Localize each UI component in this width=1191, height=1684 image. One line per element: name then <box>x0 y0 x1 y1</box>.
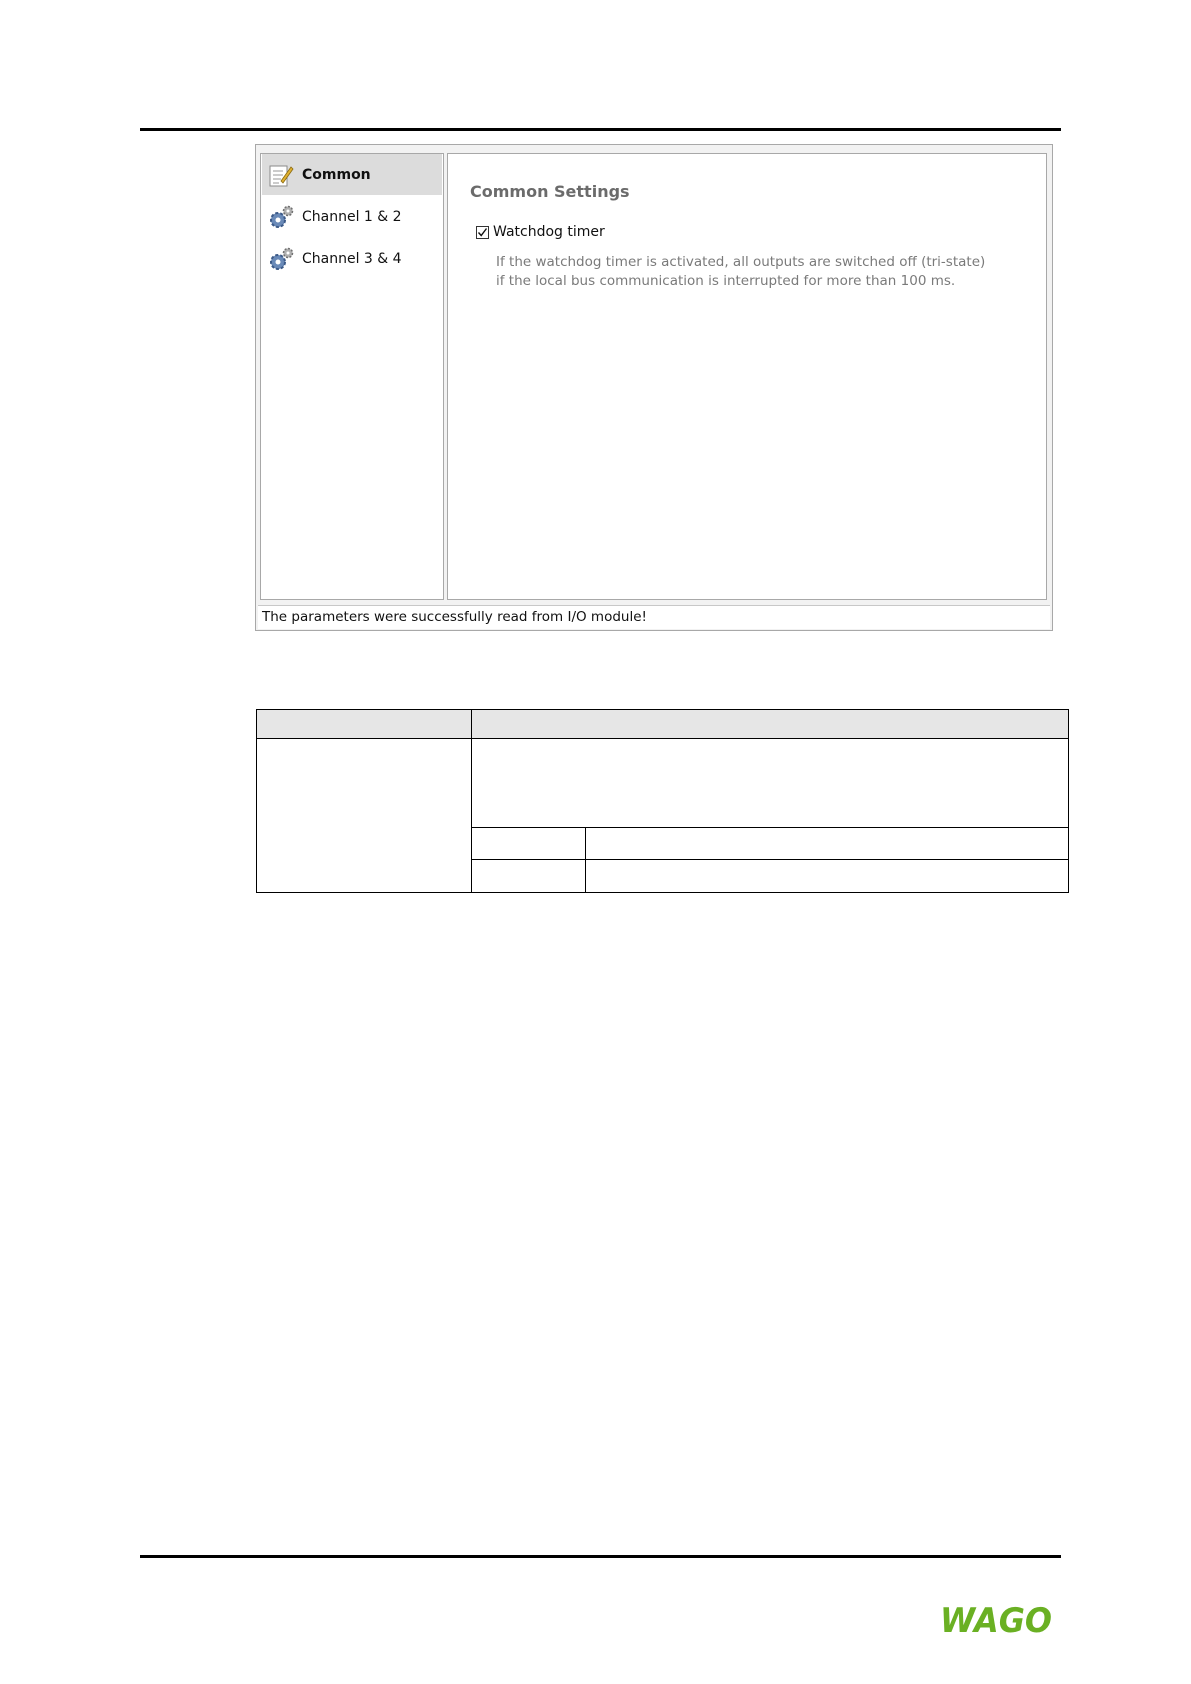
watchdog-description-line: if the local bus communication is interrupted for more than 100 ms. <box>496 273 956 289</box>
table-cell <box>471 738 1069 828</box>
sidebar-item-common[interactable] <box>262 154 442 195</box>
settings-panel <box>447 153 1047 600</box>
sidebar-item-label: Common <box>302 166 371 183</box>
table-cell <box>471 827 586 860</box>
status-bar: The parameters were successfully read from I/O module! <box>258 605 1050 629</box>
table-cell <box>256 738 472 893</box>
sidebar-item-channel-1-2[interactable] <box>262 196 442 237</box>
header-rule <box>140 128 1061 131</box>
watchdog-description <box>496 253 1036 291</box>
sidebar-item-channel-3-4[interactable] <box>262 238 442 279</box>
watchdog-timer-label: Watchdog timer <box>493 224 605 240</box>
sidebar-item-label: Channel 1 & 2 <box>302 208 402 225</box>
watchdog-description-line: If the watchdog timer is activated, all outputs are switched off (tri-state) <box>496 254 986 270</box>
table-header-cell <box>256 709 472 739</box>
sidebar-item-label: Channel 3 & 4 <box>302 250 402 267</box>
table-cell <box>471 859 586 893</box>
watchdog-timer-checkbox[interactable] <box>476 226 489 239</box>
table-cell <box>585 827 1069 860</box>
wago-logo <box>938 1600 1058 1638</box>
checkmark-icon <box>477 227 488 238</box>
panel-title: Common Settings <box>470 182 630 201</box>
svg-text:WAGO: WAGO <box>940 1601 1052 1638</box>
document-edit-icon <box>266 160 296 190</box>
module-parameter-window <box>255 144 1053 631</box>
gears-icon <box>266 202 296 232</box>
watchdog-timer-option[interactable] <box>476 224 605 240</box>
parameter-table <box>256 709 1069 893</box>
gears-icon <box>266 244 296 274</box>
table-header-cell <box>471 709 1069 739</box>
settings-sidebar <box>260 153 444 600</box>
table-cell <box>585 859 1069 893</box>
footer-rule <box>140 1555 1061 1558</box>
